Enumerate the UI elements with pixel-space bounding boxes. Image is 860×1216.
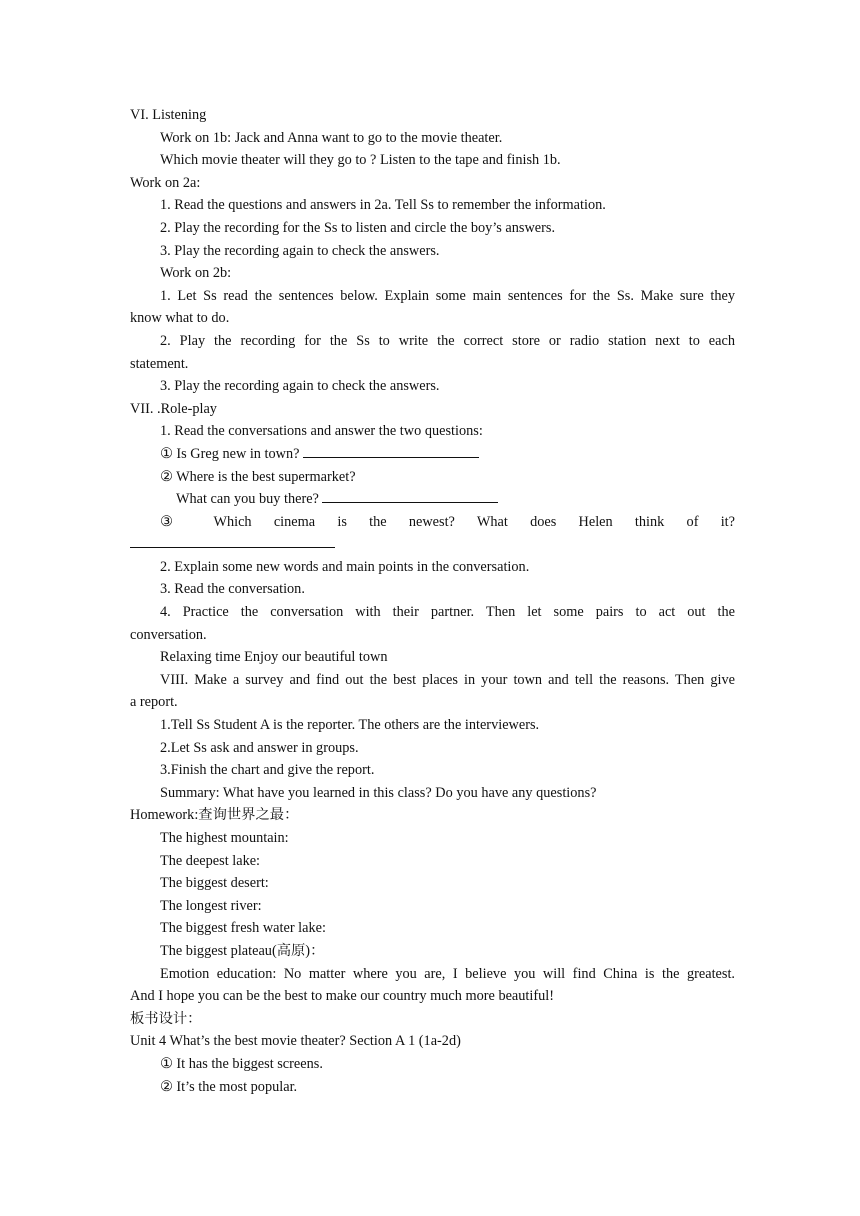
text-line: conversation. <box>130 626 207 643</box>
text-line: 3.Finish the chart and give the report. <box>160 762 375 779</box>
section-heading-listening: VI. Listening <box>130 107 207 123</box>
text-line: know what to do. <box>130 310 230 327</box>
unit-title-line: Unit 4 What’s the best movie theater? Section A 1 (1a-2d) <box>130 1033 461 1050</box>
question-line <box>0 443 735 466</box>
lesson-plan-page <box>0 104 860 1098</box>
text-line: 1. Read the questions and answers in 2a. Tell Ss to remember the information. <box>160 197 606 214</box>
summary-line: Summary: What have you learned in this class? Do you have any questions? <box>160 784 597 801</box>
question-text: ① Is Greg new in town? <box>160 445 300 462</box>
homework-heading: Homework:查询世界之最： <box>130 807 299 824</box>
section-heading-role-play: VII. .Role-play <box>130 400 217 417</box>
text-line: 1. Let Ss read the sentences below. Explain some main sentences for the Ss. Make sure they <box>160 287 735 304</box>
question-line <box>0 488 735 511</box>
homework-item: The deepest lake: <box>160 852 261 869</box>
answer-blank <box>303 443 479 458</box>
text-line: 1. Read the conversations and answer the two questions: <box>160 423 483 440</box>
text-line: Work on 2b: <box>160 265 232 282</box>
text-line: 2. Play the recording for the Ss to listen and circle the boy’s answers. <box>160 219 556 236</box>
board-item: ① It has the biggest screens. <box>160 1055 323 1072</box>
text-line: 3. Play the recording again to check the answers. <box>160 242 440 259</box>
answer-blank-line <box>0 533 735 556</box>
text-line: 2. Explain some new words and main points in the conversation. <box>160 558 530 575</box>
homework-item: The biggest fresh water lake: <box>160 920 326 937</box>
homework-item: The biggest plateau(高原)： <box>160 942 325 959</box>
text-line: 4. Practice the conversation with their partner. Then let some pairs to act out the <box>160 604 735 621</box>
text-line: And I hope you can be the best to make our country much more beautiful! <box>130 988 555 1005</box>
text-line: 2.Let Ss ask and answer in groups. <box>160 739 359 756</box>
answer-blank <box>322 488 498 503</box>
text-line: 3. Play the recording again to check the answers. <box>160 378 440 395</box>
text-line: 2. Play the recording for the Ss to write the correct store or radio station next to each <box>160 332 735 349</box>
homework-item: The longest river: <box>160 897 262 914</box>
question-line: ③ Which cinema is the newest? What does Helen think of it? <box>160 513 735 530</box>
text-line: Relaxing time Enjoy our beautiful town <box>160 649 388 666</box>
text-line: Which movie theater will they go to ? Listen to the tape and finish 1b. <box>160 152 561 169</box>
emotion-education-line: Emotion education: No matter where you are, I believe you will find China is the greatest. <box>160 965 735 982</box>
text-line: 1.Tell Ss Student A is the reporter. The others are the interviewers. <box>160 717 540 734</box>
homework-item: The highest mountain: <box>160 830 289 846</box>
text-line: Work on 2a: <box>130 174 201 191</box>
text-line: statement. <box>130 355 189 372</box>
homework-item: The biggest desert: <box>160 875 269 892</box>
board-design-heading: 板书设计： <box>130 1010 202 1027</box>
board-item: ② It’s the most popular. <box>160 1078 298 1095</box>
text-line: a report. <box>130 694 178 711</box>
text-line: 3. Read the conversation. <box>160 581 305 598</box>
section-heading-survey: VIII. Make a survey and find out the best places in your town and tell the reasons. Then give <box>160 671 735 688</box>
text-line: Work on 1b: Jack and Anna want to go to the movie theater. <box>160 129 503 146</box>
answer-blank <box>130 533 335 548</box>
question-text: What can you buy there? <box>176 491 319 508</box>
question-line: ② Where is the best supermarket? <box>160 468 356 485</box>
